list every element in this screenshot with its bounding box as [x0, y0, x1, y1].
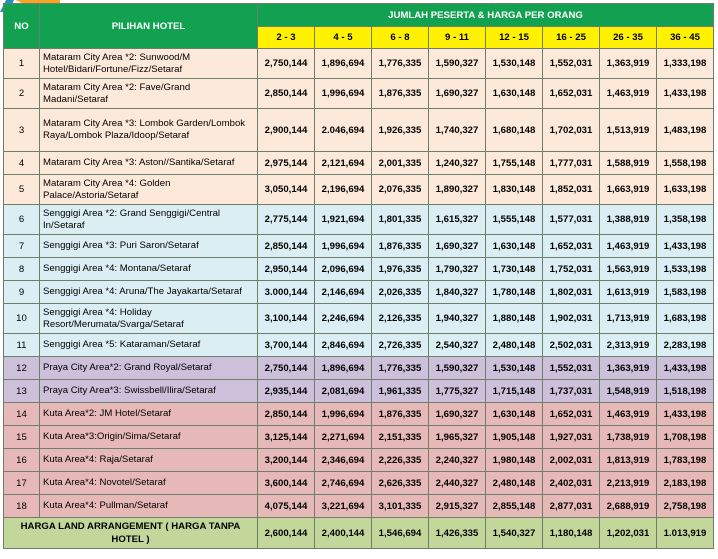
price-cell: 3,101,335 — [372, 495, 429, 518]
price-cell: 1,333,198 — [657, 49, 714, 79]
price-cell: 1,555,148 — [486, 205, 543, 235]
price-cell: 1,363,919 — [600, 357, 657, 380]
price-cell: 2,121,694 — [315, 152, 372, 175]
price-cell: 2,226,335 — [372, 449, 429, 472]
price-cell: 2,850,144 — [258, 235, 315, 258]
price-cell: 1,652,031 — [543, 235, 600, 258]
price-cell: 1,926,335 — [372, 109, 429, 152]
footer-price: 1,540,327 — [486, 518, 543, 549]
row-number: 18 — [4, 495, 40, 518]
price-cell: 1,633,198 — [657, 175, 714, 205]
price-cell: 2,915,327 — [429, 495, 486, 518]
table-row — [4, 175, 714, 205]
price-cell: 2,081,694 — [315, 380, 372, 403]
price-cell: 1,702,031 — [543, 109, 600, 152]
table-row — [4, 449, 714, 472]
range-header: 12 - 15 — [486, 27, 543, 49]
price-cell: 1,533,198 — [657, 258, 714, 281]
price-cell: 1,802,031 — [543, 281, 600, 304]
price-cell: 1,683,198 — [657, 304, 714, 334]
price-cell: 1,738,919 — [600, 426, 657, 449]
price-cell: 2,626,335 — [372, 472, 429, 495]
price-cell: 1,896,694 — [315, 49, 372, 79]
price-cell: 1,715,148 — [486, 380, 543, 403]
price-cell: 2,975,144 — [258, 152, 315, 175]
price-cell: 1,558,198 — [657, 152, 714, 175]
price-cell: 1,755,148 — [486, 152, 543, 175]
hotel-name: Kuta Area*3:Origin/Sima/Setaraf — [40, 426, 258, 449]
table-row — [4, 205, 714, 235]
row-number: 13 — [4, 380, 40, 403]
range-header: 16 - 25 — [543, 27, 600, 49]
price-cell: 1,588,919 — [600, 152, 657, 175]
range-header: 4 - 5 — [315, 27, 372, 49]
price-cell: 1,690,327 — [429, 235, 486, 258]
price-cell: 1,690,327 — [429, 79, 486, 109]
price-cell: 1,996,694 — [315, 235, 372, 258]
price-cell: 1,590,327 — [429, 49, 486, 79]
price-cell: 1,433,198 — [657, 357, 714, 380]
footer-price: 1,546,694 — [372, 518, 429, 549]
price-cell: 1,483,198 — [657, 109, 714, 152]
price-cell: 1,630,148 — [486, 235, 543, 258]
hotel-name: Mataram City Area *2: Sunwood/M Hotel/Bidari/Fortune/Fizz/Setaraf — [40, 49, 258, 79]
price-cell: 1,890,327 — [429, 175, 486, 205]
hotel-name: Mataram City Area *3: Lombok Garden/Lombok Raya/Lombok Plaza/Idoop/Setaraf — [40, 109, 258, 152]
price-cell: 2,346,694 — [315, 449, 372, 472]
footer-price: 1,180,148 — [543, 518, 600, 549]
hotel-name: Kuta Area*4: Novotel/Setaraf — [40, 472, 258, 495]
price-cell: 2,440,327 — [429, 472, 486, 495]
hotel-name: Senggigi Area *5: Kataraman/Setaraf — [40, 334, 258, 357]
footer-price: 1,202,031 — [600, 518, 657, 549]
price-cell: 1,583,198 — [657, 281, 714, 304]
price-cell: 2,076,335 — [372, 175, 429, 205]
price-cell: 1,530,148 — [486, 357, 543, 380]
price-cell: 1,463,919 — [600, 79, 657, 109]
price-cell: 1,980,148 — [486, 449, 543, 472]
price-cell: 1,577,031 — [543, 205, 600, 235]
hotel-name: Mataram City Area *2: Fave/Grand Madani/Setaraf — [40, 79, 258, 109]
price-cell: 1,927,031 — [543, 426, 600, 449]
hotel-name: Senggigi Area *4: Holiday Resort/Merumata/Svarga/Setaraf — [40, 304, 258, 334]
price-cell: 1,363,919 — [600, 49, 657, 79]
price-cell: 2,271,694 — [315, 426, 372, 449]
price-cell: 1,358,198 — [657, 205, 714, 235]
table-row — [4, 304, 714, 334]
price-cell: 1,780,148 — [486, 281, 543, 304]
row-number: 2 — [4, 79, 40, 109]
range-header: 26 - 35 — [600, 27, 657, 49]
price-cell: 4,075,144 — [258, 495, 315, 518]
row-number: 11 — [4, 334, 40, 357]
price-cell: 2,688,919 — [600, 495, 657, 518]
price-cell: 1,896,694 — [315, 357, 372, 380]
price-cell: 2,758,198 — [657, 495, 714, 518]
price-cell: 2.046,694 — [315, 109, 372, 152]
hotel-name: Senggigi Area *4: Montana/Setaraf — [40, 258, 258, 281]
price-cell: 1,630,148 — [486, 79, 543, 109]
table-row — [4, 495, 714, 518]
row-number: 10 — [4, 304, 40, 334]
price-cell: 1,801,335 — [372, 205, 429, 235]
price-cell: 2,240,327 — [429, 449, 486, 472]
price-cell: 1,996,694 — [315, 403, 372, 426]
hotel-name: Mataram City Area *3: Aston//Santika/Setaraf — [40, 152, 258, 175]
price-cell: 1,663,919 — [600, 175, 657, 205]
hotel-name: Praya City Area*3: Swissbell/Ilira/Setaraf — [40, 380, 258, 403]
row-number: 16 — [4, 449, 40, 472]
row-number: 7 — [4, 235, 40, 258]
range-header: 2 - 3 — [258, 27, 315, 49]
price-cell: 1,708,198 — [657, 426, 714, 449]
price-cell: 3,050,144 — [258, 175, 315, 205]
price-cell: 2,950,144 — [258, 258, 315, 281]
price-cell: 1,752,031 — [543, 258, 600, 281]
price-cell: 1,240,327 — [429, 152, 486, 175]
table-row — [4, 152, 714, 175]
price-cell: 1,840,327 — [429, 281, 486, 304]
price-cell: 1,590,327 — [429, 357, 486, 380]
price-cell: 2,846,694 — [315, 334, 372, 357]
price-cell: 1,548,919 — [600, 380, 657, 403]
row-number: 14 — [4, 403, 40, 426]
price-cell: 1,976,335 — [372, 258, 429, 281]
price-cell: 1,876,335 — [372, 235, 429, 258]
table-row — [4, 334, 714, 357]
price-cell: 1,552,031 — [543, 357, 600, 380]
table-row — [4, 403, 714, 426]
price-cell: 1,513,919 — [600, 109, 657, 152]
price-cell: 1,737,031 — [543, 380, 600, 403]
price-cell: 1,615,327 — [429, 205, 486, 235]
price-cell: 2,002,031 — [543, 449, 600, 472]
table-row — [4, 49, 714, 79]
price-cell: 1,905,148 — [486, 426, 543, 449]
price-cell: 1,518,198 — [657, 380, 714, 403]
footer-price: 1,426,335 — [429, 518, 486, 549]
price-cell: 2,151,335 — [372, 426, 429, 449]
price-cell: 1,876,335 — [372, 403, 429, 426]
price-cell: 3,700,144 — [258, 334, 315, 357]
price-cell: 1,776,335 — [372, 49, 429, 79]
range-header: 6 - 8 — [372, 27, 429, 49]
hotel-name: Kuta Area*4: Raja/Setaraf — [40, 449, 258, 472]
price-cell: 1,940,327 — [429, 304, 486, 334]
table-row — [4, 426, 714, 449]
price-cell: 2,540,327 — [429, 334, 486, 357]
footer-price: 1.013,919 — [657, 518, 714, 549]
price-cell: 2,402,031 — [543, 472, 600, 495]
price-cell: 1,552,031 — [543, 49, 600, 79]
price-cell: 3,200,144 — [258, 449, 315, 472]
table-row — [4, 357, 714, 380]
price-cell: 1,961,335 — [372, 380, 429, 403]
price-cell: 1,388,919 — [600, 205, 657, 235]
col-header-hotel: PILIHAN HOTEL — [40, 4, 258, 49]
hotel-name: Senggigi Area *2: Grand Senggigi/Central In/Setaraf — [40, 205, 258, 235]
price-cell: 1,783,198 — [657, 449, 714, 472]
table-row — [4, 258, 714, 281]
price-cell: 2,900,144 — [258, 109, 315, 152]
price-cell: 2,096,694 — [315, 258, 372, 281]
price-cell: 1,775,327 — [429, 380, 486, 403]
footer-price: 2,400,144 — [315, 518, 372, 549]
price-cell: 2,750,144 — [258, 49, 315, 79]
price-cell: 2,313,919 — [600, 334, 657, 357]
price-cell: 1,730,148 — [486, 258, 543, 281]
hotel-name: Praya City Area*2: Grand Royal/Setaraf — [40, 357, 258, 380]
row-number: 17 — [4, 472, 40, 495]
price-cell: 1,852,031 — [543, 175, 600, 205]
price-cell: 3,125,144 — [258, 426, 315, 449]
col-header-no: NO — [4, 4, 40, 49]
price-cell: 2,480,148 — [486, 472, 543, 495]
price-cell: 1,776,335 — [372, 357, 429, 380]
price-cell: 3.000,144 — [258, 281, 315, 304]
hotel-name: Senggigi Area *4: Aruna/The Jayakarta/Setaraf — [40, 281, 258, 304]
price-cell: 2,850,144 — [258, 403, 315, 426]
table-row — [4, 472, 714, 495]
price-cell: 2,026,335 — [372, 281, 429, 304]
price-cell: 1,433,198 — [657, 403, 714, 426]
table-row — [4, 380, 714, 403]
table-row — [4, 79, 714, 109]
price-cell: 2,196,694 — [315, 175, 372, 205]
price-cell: 1,652,031 — [543, 403, 600, 426]
price-cell: 1,876,335 — [372, 79, 429, 109]
row-number: 12 — [4, 357, 40, 380]
range-header: 36 - 45 — [657, 27, 714, 49]
row-number: 6 — [4, 205, 40, 235]
price-cell: 2,480,148 — [486, 334, 543, 357]
price-cell: 1,813,919 — [600, 449, 657, 472]
table-row — [4, 235, 714, 258]
price-cell: 1,777,031 — [543, 152, 600, 175]
hotel-price-table — [3, 3, 714, 549]
range-header: 9 - 11 — [429, 27, 486, 49]
price-cell: 1,463,919 — [600, 235, 657, 258]
price-cell: 1,563,919 — [600, 258, 657, 281]
price-cell: 1,713,919 — [600, 304, 657, 334]
price-cell: 2,001,335 — [372, 152, 429, 175]
footer-label: HARGA LAND ARRANGEMENT ( HARGA TANPA HOTEL ) — [4, 518, 258, 549]
price-cell: 1,652,031 — [543, 79, 600, 109]
hotel-name: Kuta Area*2: JM Hotel/Setaraf — [40, 403, 258, 426]
footer-price: 2,600,144 — [258, 518, 315, 549]
row-number: 4 — [4, 152, 40, 175]
price-cell: 2,183,198 — [657, 472, 714, 495]
price-cell: 2,877,031 — [543, 495, 600, 518]
table-row — [4, 281, 714, 304]
price-cell: 1,830,148 — [486, 175, 543, 205]
price-cell: 1,530,148 — [486, 49, 543, 79]
footer-row — [4, 518, 714, 549]
price-cell: 3,100,144 — [258, 304, 315, 334]
col-header-group: JUMLAH PESERTA & HARGA PER ORANG — [258, 4, 714, 27]
price-cell: 1,740,327 — [429, 109, 486, 152]
price-cell: 2,746,694 — [315, 472, 372, 495]
price-cell: 1,613,919 — [600, 281, 657, 304]
price-cell: 1,902,031 — [543, 304, 600, 334]
price-cell: 1,630,148 — [486, 403, 543, 426]
price-cell: 2,246,694 — [315, 304, 372, 334]
row-number: 8 — [4, 258, 40, 281]
price-cell: 2,850,144 — [258, 79, 315, 109]
price-cell: 2,126,335 — [372, 304, 429, 334]
row-number: 5 — [4, 175, 40, 205]
price-cell: 2,855,148 — [486, 495, 543, 518]
price-cell: 2,726,335 — [372, 334, 429, 357]
price-cell: 1,880,148 — [486, 304, 543, 334]
price-cell: 2,502,031 — [543, 334, 600, 357]
row-number: 3 — [4, 109, 40, 152]
price-cell: 1,965,327 — [429, 426, 486, 449]
price-cell: 1,790,327 — [429, 258, 486, 281]
hotel-name: Senggigi Area *3: Puri Saron/Setaraf — [40, 235, 258, 258]
price-cell: 3,221,694 — [315, 495, 372, 518]
row-number: 9 — [4, 281, 40, 304]
price-cell: 2,283,198 — [657, 334, 714, 357]
price-cell: 3,600,144 — [258, 472, 315, 495]
price-cell: 2,775,144 — [258, 205, 315, 235]
price-cell: 2,213,919 — [600, 472, 657, 495]
price-cell: 1,690,327 — [429, 403, 486, 426]
price-cell: 2,935,144 — [258, 380, 315, 403]
price-cell: 1,996,694 — [315, 79, 372, 109]
price-cell: 1,433,198 — [657, 235, 714, 258]
table-row — [4, 109, 714, 152]
hotel-name: Mataram City Area *4: Golden Palace/Astoria/Setaraf — [40, 175, 258, 205]
price-cell: 1,463,919 — [600, 403, 657, 426]
price-cell: 2,146,694 — [315, 281, 372, 304]
price-cell: 1,433,198 — [657, 79, 714, 109]
row-number: 1 — [4, 49, 40, 79]
row-number: 15 — [4, 426, 40, 449]
price-cell: 1,680,148 — [486, 109, 543, 152]
price-cell: 2,750,144 — [258, 357, 315, 380]
price-cell: 1,921,694 — [315, 205, 372, 235]
hotel-name: Kuta Area*4: Pullman/Setaraf — [40, 495, 258, 518]
